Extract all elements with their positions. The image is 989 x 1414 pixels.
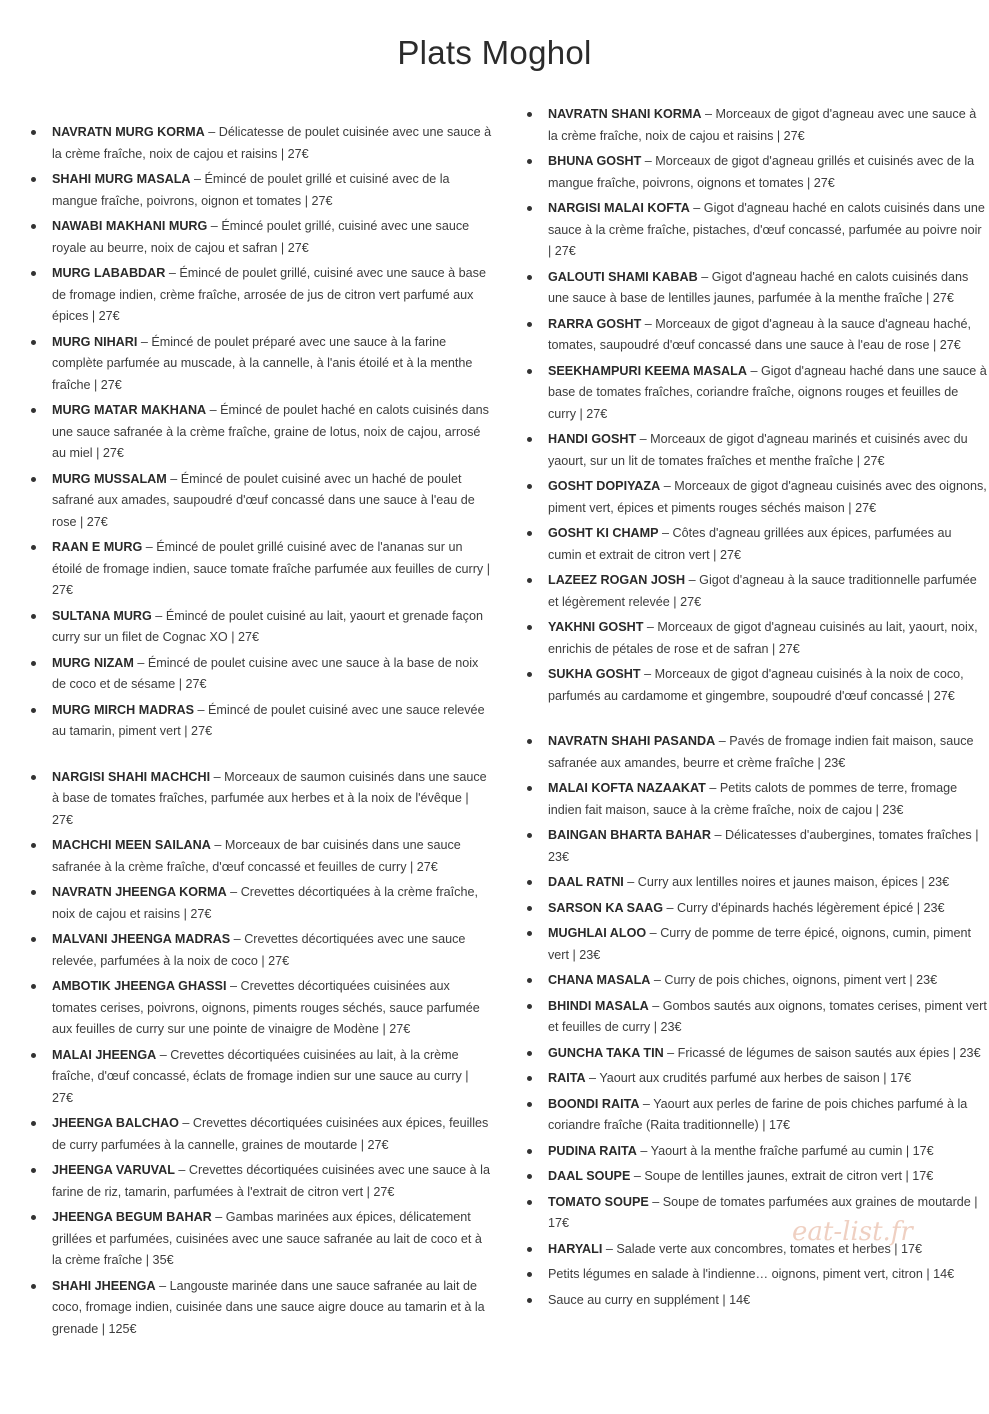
menu-item [548, 1094, 988, 1137]
dish-name: MUGHLAI ALOO [548, 926, 647, 940]
section-spacer [548, 711, 988, 731]
menu-item [548, 731, 988, 774]
menu-item [52, 263, 492, 328]
menu-item [548, 151, 988, 194]
dish-name: MURG MATAR MAKHANA [52, 403, 207, 417]
dish-description: – Morceaux de gigot d'agneau grillés et cuisinés avec de la mangue fraîche, poivrons, oignons et tomates | 27€ [548, 154, 975, 190]
dish-name: MURG NIHARI [52, 334, 138, 349]
dish-description: – Fricassé de légumes de saison sautés aux épies | 23€ [663, 1045, 981, 1060]
dish-name: GOSHT DOPIYAZA [548, 479, 661, 493]
dish-name: GOSHT KI CHAMP [548, 526, 659, 540]
dish-description: – Gigot d'agneau haché en calots cuisinés dans une sauce à base de lentilles jaunes, parfumée à la menthe fraîche | 27€ [548, 269, 969, 305]
dish-name: AMBOTIK JHEENGA GHASSI [52, 979, 227, 993]
menu-item [548, 970, 988, 992]
menu-item [548, 104, 988, 147]
dish-name: MURG NIZAM [52, 655, 134, 670]
dish-name: MACHCHI MEEN SAILANA [52, 838, 211, 852]
dish-name: TOMATO SOUPE [548, 1194, 649, 1209]
dish-name: CHANA MASALA [548, 973, 651, 987]
dish-description: – Émincé de poulet cuisiné avec un haché de poulet safrané aux amades, saupoudré d'œuf concassé dans une sauce à l'eau de rose | 27€ [52, 471, 475, 529]
menu-item [548, 198, 988, 263]
menu-item [548, 1043, 988, 1065]
dish-name: NAVRATN MURG KORMA [52, 125, 205, 139]
menu-list-seafood [52, 767, 492, 1341]
menu-item [548, 314, 988, 357]
menu-item [548, 1239, 988, 1261]
dish-name: YAKHNI GOSHT [548, 620, 644, 634]
menu-item [548, 664, 988, 707]
dish-name: MURG MIRCH MADRAS [52, 702, 195, 717]
menu-item [52, 606, 492, 649]
dish-description: – Morceaux de gigot d'agneau cuisinés au lait, yaourt, noix, enrichis de pétales de rose et de safran | 27€ [548, 620, 978, 656]
page-title: Plats Moghol [397, 34, 592, 71]
menu-list-vegetarian [548, 731, 988, 1311]
menu-item [52, 1207, 492, 1272]
dish-description: – Morceaux de saumon cuisinés dans une sauce à base de tomates fraîches, parfumée aux herbes et à la noix de l'évêque | 27€ [52, 769, 487, 827]
dish-description: – Émincé poulet grillé, cuisiné avec une sauce royale au beurre, noix de cajou et safran | 27€ [52, 219, 470, 255]
dish-description: – Crevettes décortiquées cuisinées avec une sauce à la farine de riz, tamarin, parfumées à l'extrait de citron vert | 27€ [52, 1163, 490, 1199]
menu-item [52, 216, 492, 259]
menu-item [52, 1276, 492, 1341]
menu-item [548, 872, 988, 894]
dish-description: – Délicatesse de poulet cuisinée avec une sauce à la crème fraîche, noix de cajou et raisins | 27€ [52, 125, 492, 161]
dish-description: – Côtes d'agneau grillées aux épices, parfumées au cumin et extrait de citron vert | 27€ [548, 526, 952, 562]
menu-item [52, 882, 492, 925]
menu-item [548, 1290, 988, 1312]
menu-item [52, 1045, 492, 1110]
menu-item [548, 923, 988, 966]
dish-name: HARYALI [548, 1241, 603, 1256]
dish-name: LAZEEZ ROGAN JOSH [548, 573, 686, 587]
menu-item [52, 469, 492, 534]
dish-description: – Curry de pois chiches, oignons, piment vert | 23€ [650, 973, 938, 987]
dish-description: – Gombos sautés aux oignons, tomates cerises, piment vert et feuilles de curry | 23€ [548, 998, 987, 1034]
dish-description: – Crevettes décortiquées cuisinées aux tomates cerises, poivrons, oignons, piments rouges séchés, sauce parfumée aux feuilles de curry sur une pointe de vinaigre de Modène | 27€ [52, 979, 480, 1036]
dish-name: JHEENGA VARUVAL [52, 1163, 175, 1177]
dish-description: – Émincé de poulet grillé, cuisiné avec une sauce à base de fromage indien, crème fraîche, arrosée de jus de citron vert parfumé aux épices | 27€ [52, 266, 486, 323]
menu-list-lamb [548, 104, 988, 707]
menu-item [52, 122, 492, 165]
dish-description: Petits légumes en salade à l'indienne… oignons, piment vert, citron | 14€ [548, 1267, 955, 1281]
dish-description: – Gigot d'agneau haché en calots cuisinés dans une sauce à la crème fraîche, pistaches, d'œuf concassé, parfumée au poivre noir | 27€ [548, 201, 985, 258]
dish-description: – Émincé de poulet cuisiné avec une sauce relevée au tamarin, piment vert | 27€ [52, 702, 485, 738]
menu-item [548, 476, 988, 519]
menu-item [52, 835, 492, 878]
dish-description: – Soupe de lentilles jaunes, extrait de citron vert | 17€ [630, 1169, 934, 1183]
dish-description: – Crevettes décortiquées à la crème fraîche, noix de cajou et raisins | 27€ [52, 885, 478, 921]
section-spacer [52, 747, 492, 767]
dish-name: SARSON KA SAAG [548, 900, 663, 915]
menu-item [548, 523, 988, 566]
dish-description: – Crevettes décortiquées cuisinées aux épices, feuilles de curry parfumées à la cannelle, graines de moutarde | 27€ [52, 1116, 489, 1152]
dish-description: – Émincé de poulet préparé avec une sauce à la farine complète parfumée au muscade, à la cannelle, à l'anis étoilé et à la menthe fraîche | 27€ [52, 334, 473, 392]
dish-name: SUKHA GOSHT [548, 667, 641, 681]
dish-description: – Morceaux de bar cuisinés dans une sauce safranée à la crème fraîche, d'œuf concassé et feuilles de curry | 27€ [52, 838, 461, 874]
menu-column-right [548, 104, 988, 1315]
dish-description: – Émincé de poulet grillé et cuisiné avec de la mangue fraîche, poivrons, oignon et tomates | 27€ [52, 172, 450, 208]
dish-description: – Émincé de poulet grillé cuisiné avec de l'ananas sur un étoilé de fromage indien, sauce tomate fraîche parfumée aux feuilles de curry | 27€ [52, 540, 490, 597]
dish-name: SHAHI JHEENGA [52, 1278, 156, 1293]
menu-item [52, 332, 492, 397]
dish-name: DAAL SOUPE [548, 1169, 631, 1183]
dish-description: – Morceaux de gigot d'agneau cuisinés avec des oignons, piment vert, épices et piments rouges séchés maison | 27€ [548, 479, 987, 515]
dish-description: – Délicatesses d'aubergines, tomates fraîches | 23€ [548, 828, 979, 864]
dish-name: PUDINA RAITA [548, 1143, 637, 1158]
menu-item [548, 617, 988, 660]
dish-description: – Yaourt à la menthe fraîche parfumé au cumin | 17€ [636, 1143, 934, 1158]
dish-description: – Salade verte aux concombres, tomates et herbes | 17€ [602, 1241, 923, 1256]
menu-item [548, 1264, 988, 1286]
dish-description: – Soupe de tomates parfumées aux graines de moutarde | 17€ [548, 1194, 978, 1230]
dish-name: NAVRATN JHEENGA KORMA [52, 885, 227, 899]
dish-description: – Gigot d'agneau haché dans une sauce à base de tomates fraîches, coriandre fraîche, oignons rouges et feuilles de curry | 27€ [548, 363, 987, 421]
dish-name: BAINGAN BHARTA BAHAR [548, 828, 712, 842]
dish-description: – Gambas marinées aux épices, délicatement grillées et parfumées, cuisinées avec une sauce safranée au lait de coco et à la crème fraîche | 35€ [52, 1210, 482, 1267]
dish-name: SEEKHAMPURI KEEMA MASALA [548, 363, 747, 378]
dish-name: NAVRATN SHANI KORMA [548, 107, 702, 121]
menu-item [52, 653, 492, 696]
menu-item [52, 537, 492, 602]
dish-name: SULTANA MURG [52, 608, 152, 623]
dish-name: MURG LABABDAR [52, 266, 166, 280]
dish-name: RAITA [548, 1071, 586, 1085]
dish-name: JHEENGA BALCHAO [52, 1116, 179, 1130]
dish-description: – Morceaux de gigot d'agneau marinés et cuisinés avec du yaourt, sur un lit de tomates fraîches et menthe fraîche | 27€ [548, 432, 968, 468]
menu-item [548, 570, 988, 613]
menu-item [52, 1160, 492, 1203]
dish-name: BHINDI MASALA [548, 998, 649, 1013]
menu-item [548, 778, 988, 821]
dish-name: MALAI KOFTA NAZAAKAT [548, 781, 706, 795]
dish-name: DAAL RATNI [548, 875, 624, 889]
dish-name: NAVRATN SHAHI PASANDA [548, 734, 716, 748]
dish-name: MALAI JHEENGA [52, 1047, 157, 1062]
dish-description: – Petits calots de pommes de terre, fromage indien fait maison, sauce à la crème fraîche, noix de cajou | 23€ [548, 781, 958, 817]
dish-description: Sauce au curry en supplément | 14€ [548, 1292, 751, 1307]
dish-description: – Morceaux de gigot d'agneau cuisinés à la noix de coco, parfumés au cardamome et gingembre, soupoudré d'œuf concassé | 27€ [548, 667, 964, 703]
menu-item [52, 700, 492, 743]
dish-name: BOONDI RAITA [548, 1096, 640, 1111]
menu-item [52, 976, 492, 1041]
dish-name: RAAN E MURG [52, 540, 143, 554]
dish-description: – Morceaux de gigot d'agneau à la sauce d'agneau haché, tomates, saupoudré d'œuf concassé dans une sauce à l'eau de rose | 27€ [548, 316, 971, 352]
menu-item [548, 996, 988, 1039]
menu-item [548, 1141, 988, 1163]
dish-description: – Curry de pomme de terre épicé, oignons, cumin, piment vert | 23€ [548, 926, 971, 962]
dish-name: MURG MUSSALAM [52, 471, 167, 486]
dish-description: – Émincé de poulet cuisine avec une sauce à la base de noix de coco et de sésame | 27€ [52, 655, 479, 691]
dish-description: – Yaourt aux perles de farine de pois chiches parfumé à la coriandre fraîche (Raita traditionnelle) | 17€ [548, 1096, 968, 1132]
dish-description: – Gigot d'agneau à la sauce traditionnelle parfumée et légèrement relevée | 27€ [548, 573, 977, 609]
menu-item [548, 1166, 988, 1188]
dish-description: – Émincé de poulet cuisiné au lait, yaourt et grenade façon curry sur un filet de Cognac XO | 27€ [52, 608, 483, 644]
menu-item [548, 267, 988, 310]
menu-list-chicken [52, 122, 492, 743]
dish-name: NARGISI SHAHI MACHCHI [52, 769, 211, 784]
menu-item [52, 1113, 492, 1156]
dish-name: GALOUTI SHAMI KABAB [548, 269, 698, 284]
menu-item [548, 1192, 988, 1235]
dish-description: – Curry aux lentilles noires et jaunes maison, épices | 23€ [623, 875, 950, 889]
menu-item [52, 767, 492, 832]
dish-name: NAWABI MAKHANI MURG [52, 219, 208, 233]
dish-name: GUNCHA TAKA TIN [548, 1045, 664, 1060]
menu-item [52, 929, 492, 972]
dish-name: MALVANI JHEENGA MADRAS [52, 932, 231, 946]
dish-name: JHEENGA BEGUM BAHAR [52, 1210, 212, 1224]
dish-name: NARGISI MALAI KOFTA [548, 201, 690, 215]
menu-item [52, 169, 492, 212]
menu-item [548, 1068, 988, 1090]
dish-description: – Curry d'épinards hachés légèrement épicé | 23€ [663, 900, 945, 915]
menu-item [52, 400, 492, 465]
dish-name: HANDI GOSHT [548, 432, 637, 446]
dish-description: – Émincé de poulet haché en calots cuisinés dans une sauce safranée à la crème fraîche, graine de lotus, noix de cajou, arrosé au miel | 27€ [52, 403, 489, 460]
dish-name: BHUNA GOSHT [548, 154, 642, 168]
dish-description: – Morceaux de gigot d'agneau avec une sauce à la crème fraîche, noix de cajou et raisins | 27€ [548, 107, 977, 143]
menu-item [548, 825, 988, 868]
menu-item [548, 429, 988, 472]
dish-description: – Langouste marinée dans une sauce safranée au lait de coco, fromage indien, cuisinée dans une sauce aigre douce au tamarin et à la grenade | 125€ [52, 1278, 485, 1336]
dish-description: – Yaourt aux crudités parfumé aux herbes de saison | 17€ [585, 1071, 912, 1085]
dish-description: – Crevettes décortiquées cuisinées au lait, à la crème fraîche, d'œuf concassé, éclats de fromage indien sur une sauce au curry | 27€ [52, 1047, 469, 1105]
dish-description: – Pavés de fromage indien fait maison, sauce safranée aux amandes, beurre et crème fraîche | 23€ [548, 734, 974, 770]
watermark: eat-list.fr [792, 1217, 913, 1247]
menu-item [548, 361, 988, 426]
dish-description: – Crevettes décortiquées avec une sauce relevée, parfumées à la noix de coco | 27€ [52, 932, 466, 968]
dish-name: SHAHI MURG MASALA [52, 172, 191, 186]
dish-name: RARRA GOSHT [548, 316, 642, 331]
menu-item [548, 898, 988, 920]
menu-column-left [52, 122, 492, 1344]
